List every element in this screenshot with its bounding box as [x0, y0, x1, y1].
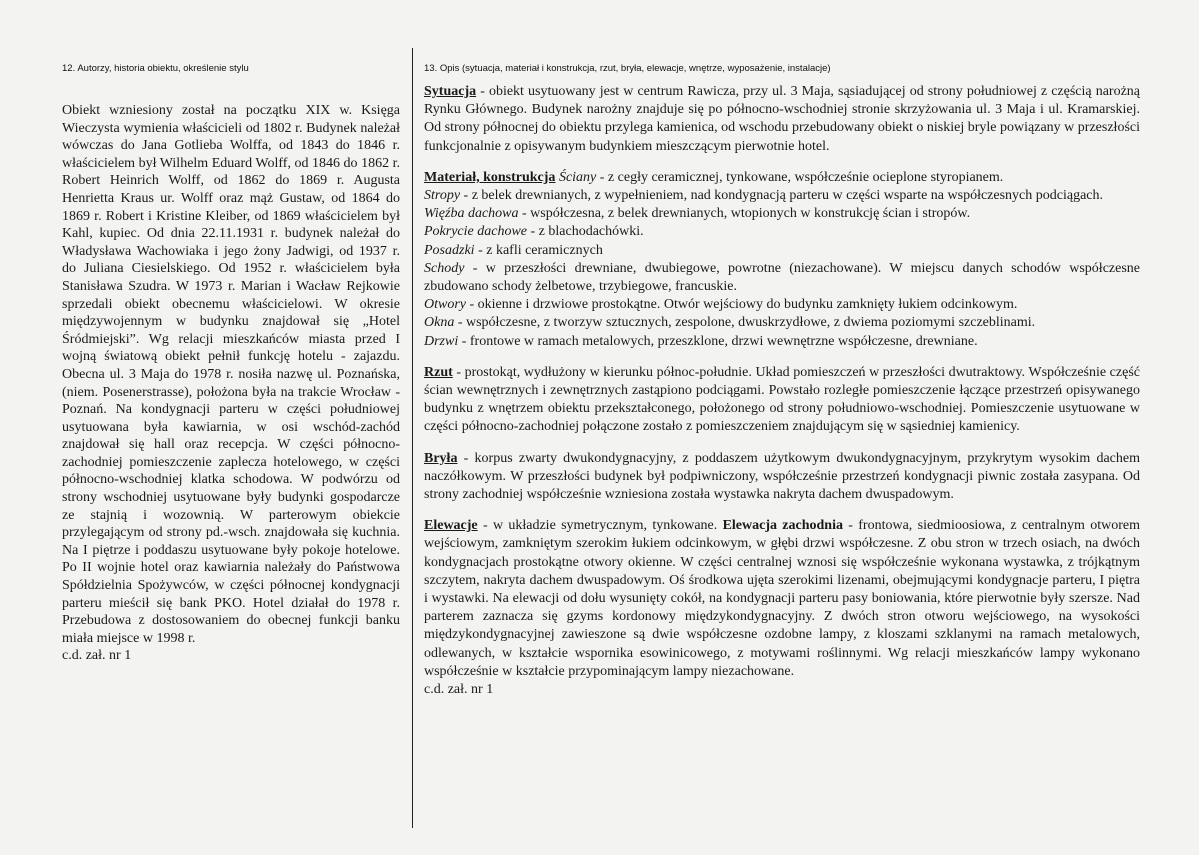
- material-item: [424, 333, 1140, 351]
- section-13-header: 13. Opis (sytuacja, materiał i konstrukcja, rzut, bryła, elewacje, wnętrze, wyposażenie, instalacje): [424, 63, 831, 74]
- material-item-text: - z blachodachówki.: [527, 224, 644, 240]
- material-item-text: - z kafli ceramicznych: [474, 242, 603, 258]
- sytuacja-text: - obiekt usytuowany jest w centrum Rawicza, przy ul. 3 Maja, sąsiadującej od strony południowej z częścią narożną Rynku Głównego. Budynek narożny znajduje się po północno-wschodniej stronie skrzyżowania ul. 3 Maja i ul. Kramarskiej. Od strony północnej do obiektu przylega kamienica, od wschodu przebudowany obiekt o niskiej bryle powiązany w przeszłości funkcjonalnie z opisywanym budynkiem mieszczącym pierwotnie hotel.: [424, 84, 1140, 154]
- section-bryla: [424, 450, 1140, 505]
- material-term: Posadzki: [424, 242, 475, 258]
- history-column: [62, 102, 400, 665]
- material-line-1: [424, 169, 1140, 187]
- material-item-text: - współczesne, z tworzyw sztucznych, zespolone, dwuskrzydłowe, z dwiema poziomymi szczeblinami.: [454, 315, 1036, 331]
- material-item: [424, 187, 1140, 205]
- section-sytuacja: [424, 83, 1140, 156]
- material-item-text: - z cegły ceramicznej, tynkowane, współcześnie ocieplone styropianem.: [596, 169, 1004, 185]
- bryla-label: Bryła: [424, 450, 458, 466]
- material-item: [424, 223, 1140, 241]
- rzut-label: Rzut: [424, 364, 453, 380]
- history-text: Obiekt wzniesiony został na początku XIX w. Księga Wieczysta wymienia właścicieli od 1802 r. Budynek należał wówczas do Jana Gotlieba Wolffa, od 1843 do 1846 r. właścicielem był Wilhelm Eduard Wolff, od 1846 do 1862 r. Robert Heinrich Wolff, od 1862 do 1869 r. Augusta Henrietta Kraus ur. Wolff oraz mąż Gustaw, od 1864 do 1869 r. Robert i Kristine Kleiber, od 1869 właścicielem był Kahl, kupiec. Od dnia 22.11.1931 r. budynek należał do Władysława Wachowiaka i jego żony Jadwigi, od 1937 r. do Juliana Ciesielskiego. Od 1952 r. właścicielem była Stanisława Szudra. W 1973 r. Marian i Wacław Rejkowie sprzedali obiekt obecnemu właścicielowi. W okresie międzywojennym w budynku znajdował się „Hotel Śródmiejski”. Wg relacji mieszkańców miasta przed I wojną światową obiekt pełnił funkcję hotelu - zajazdu. Obecna ul. 3 Maja do 1978 r. nosiła nazwę ul. Poznańska, (niem. Posenerstrasse), położona była na trakcie Wrocław - Poznań. Na kondygnacji parteru w części południowej usytuowana była kawiarnia, w osi wschód-zachód znajdował się hall oraz recepcja. W części północno-zachodniej pomieszczenie zaplecza hotelowego, w części północno-wschodniej klatka schodowa. W podwórzu od strony wschodniej usytuowane były budynki gospodarcze ze stajnią i wozownią. W parterowym obiekcie przylegającym od strony pd.-wsch. znajdowała się kuchnia. Na I piętrze i poddaszu usytuowane były pokoje hotelowe. Po II wojnie hotel oraz kawiarnia należały do Państwowa Spółdzielnia Spożywców, w części północnej kondygnacji parteru mieścił się bank PKO. Hotel działał do 1978 r. Przebudowa z dostosowaniem do obecnej funkcji banku miała miejsce w 1998 r.: [62, 103, 400, 646]
- material-term: Ściany: [558, 169, 597, 185]
- material-label: Materiał, konstrukcja: [424, 169, 556, 185]
- material-term: Pokrycie dachowe: [424, 224, 528, 240]
- material-term: Drzwi: [424, 333, 459, 349]
- material-item-text: - w przeszłości drewniane, dwubiegowe, powrotne (niezachowane). W miejscu danych schodów współczesne zbudowano schody żelbetowe, trzybiegowe, francuskie.: [424, 260, 1140, 295]
- material-term: Więźba dachowa: [424, 206, 519, 222]
- section-rzut: [424, 364, 1140, 437]
- history-attachment-note: c.d. zał. nr 1: [62, 648, 132, 664]
- sytuacja-label: Sytuacja: [424, 84, 477, 99]
- bryla-text: - korpus zwarty dwukondygnacyjny, z poddaszem użytkowym dwukondygnacyjnym, przykrytym wysokim dachem naczółkowym. W przeszłości budynek był podpiwniczony, współcześnie przestrzeń kondygnacji piwnic została zasypana. Od strony zachodniej współcześnie wzniesiona została wystawka nakryta dachem dwuspadowym.: [424, 450, 1140, 503]
- section-material: [424, 169, 1140, 351]
- material-term: Okna: [424, 315, 455, 331]
- material-term: Stropy: [424, 188, 461, 204]
- section-12-header: 12. Autorzy, historia obiektu, określenie stylu: [62, 63, 249, 74]
- material-item-text: - współczesna, z belek drewnianych, wtopionych w konstrukcję ścian i stropów.: [518, 206, 971, 222]
- section-elewacje: [424, 517, 1140, 699]
- material-term: Schody: [424, 260, 465, 276]
- elewacje-label: Elewacje: [424, 518, 478, 534]
- elewacje-paragraph: [424, 517, 1140, 681]
- material-item-text: - okienne i drzwiowe prostokątne. Otwór wejściowy do budynku zamknięty łukiem odcinkowym.: [466, 297, 1018, 313]
- material-item: [424, 314, 1140, 332]
- description-column: [424, 83, 1140, 712]
- material-item: [424, 205, 1140, 223]
- material-item-text: - z belek drewnianych, z wypełnieniem, nad kondygnacją parteru w części wsparte na współczesnych podciągach.: [460, 188, 1104, 204]
- elewacje-attachment-note: c.d. zał. nr 1: [424, 682, 494, 698]
- material-item: [424, 242, 1140, 260]
- material-item: [424, 296, 1140, 314]
- material-item-text: - frontowe w ramach metalowych, przeszklone, drzwi wewnętrzne współczesne, drewniane.: [458, 333, 978, 349]
- material-item: [424, 260, 1140, 296]
- rzut-text: - prostokąt, wydłużony w kierunku północ-południe. Układ pomieszczeń w przeszłości dwutraktowy. Współcześnie część ścian wewnętrznych i zewnętrznych zastąpiono podciągami. Powstało rozległe pomieszczenie łączące przestrzeń opisywanego budynku z wnętrzem obiektu przekształconego, położonego od strony południowo-wschodniej. Pomieszczenie usytuowane w części północno-zachodniej połączone zostało z pomieszczeniem znajdującym się w sąsiedniej kamienicy.: [424, 364, 1140, 435]
- elewacje-text-body: - frontowa, siedmioosiowa, z centralnym otworem wejściowym, zamkniętym szerokim łukiem odcinkowym, w głębi drzwi współczesne. Z obu stron w trzech osiach, na dwóch kondygnacjach prostokątne otwory okienne. W części centralnej wznosi się współcześnie wykonana wystawka, z trójkątnym szczytem, nakryta dachem dwuspadowym. Oś środkowa ujęta szerokimi lizenami, obejmującymi kondygnacje parteru, I piętra i wystawki. Na elewacji od dołu wysunięty cokół, na kondygnacji parteru pasy boniowania, które pierwotnie były szersze. Nad parterem zaznacza się gzyms kordonowy międzykondygnacyjny. Z dwóch stron otworu wejściowego, na wysokości międzykondygnacyjnej zawieszone są dwie współczesne ozdobne lampy, z kloszami szklanymi na ramach metalowych, odlewanych, w kształcie wspornika esowinicowego, z motywami roślinnymi. Wg relacji mieszkańców lampy wykonano współcześnie w kształcie przypominającym lampy niezachowane.: [424, 518, 1140, 679]
- material-term: Otwory: [424, 297, 466, 313]
- column-divider: [412, 48, 413, 828]
- elewacja-zachodnia-heading: Elewacja zachodnia: [722, 518, 843, 534]
- elewacje-text-intro: - w układzie symetrycznym, tynkowane.: [477, 518, 723, 534]
